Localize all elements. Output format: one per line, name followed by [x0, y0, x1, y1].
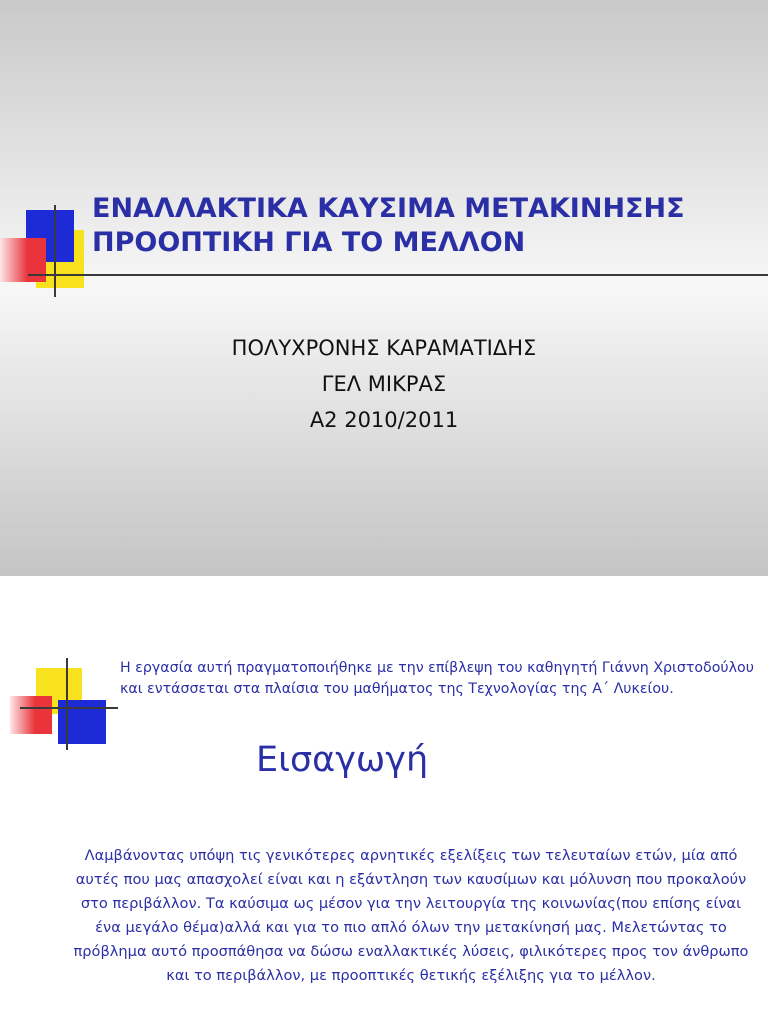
- slide-title: [92, 192, 762, 260]
- author-name: ΠΟΛΥΧΡΟΝΗΣ ΚΑΡΑΜΑΤΙΔΗΣ: [231, 336, 537, 360]
- title-underline: [28, 274, 768, 276]
- school-name: ΓΕΛ ΜΙΚΡΑΣ: [321, 372, 447, 396]
- section-heading: Εισαγωγή: [256, 740, 429, 780]
- subtitle-block: [0, 330, 768, 438]
- deco-vertical-line: [66, 658, 68, 750]
- body-paragraph: Λαμβάνοντας υπόψη τις γενικότερες αρνητικές εξελίξεις των τελευταίων ετών, μία από αυτές που μας απασχολεί είναι και η εξάντληση των καυσίμων και μόλυνση που προκαλούν στο περιβάλλον. Τα καύσιμα ως μέσον για την λειτουργία της κοινωνίας(που επίσης είναι ένα μεγάλο θέμα)αλλά και για το πιο απλό όλων την μετακίνησή μας. Μελετώντας το πρόβλημα αυτό προσπάθησα να δώσω εναλλακτικές λύσεις, φιλικότερες προς τον άνθρωπο και το περιβάλλον, με προοπτικές θετικής εξέλιξης για το μέλλον.: [73, 847, 749, 984]
- title-line-1: ΕΝΑΛΛΑΚΤΙΚΑ ΚΑΥΣΙΜΑ ΜΕΤΑΚΙΝΗΣΗΣ: [92, 193, 685, 224]
- deco-red-square: [10, 696, 52, 734]
- class-year: Α2 2010/2011: [309, 408, 459, 432]
- title-line-2: ΠΡΟΟΠΤΙΚΗ ΓΙΑ ΤΟ ΜΕΛΛΟΝ: [92, 227, 526, 258]
- intro-paragraph: Η εργασία αυτή πραγματοποιήθηκε με την επίβλεψη του καθηγητή Γιάννη Χριστοδούλου και εντάσσεται στα πλαίσια του μαθήματος της Τεχνολογίας της Α΄ Λυκείου.: [120, 660, 754, 697]
- intro-slide: [0, 576, 768, 1024]
- deco-horizontal-line: [20, 707, 118, 709]
- deco-vertical-line: [54, 205, 56, 297]
